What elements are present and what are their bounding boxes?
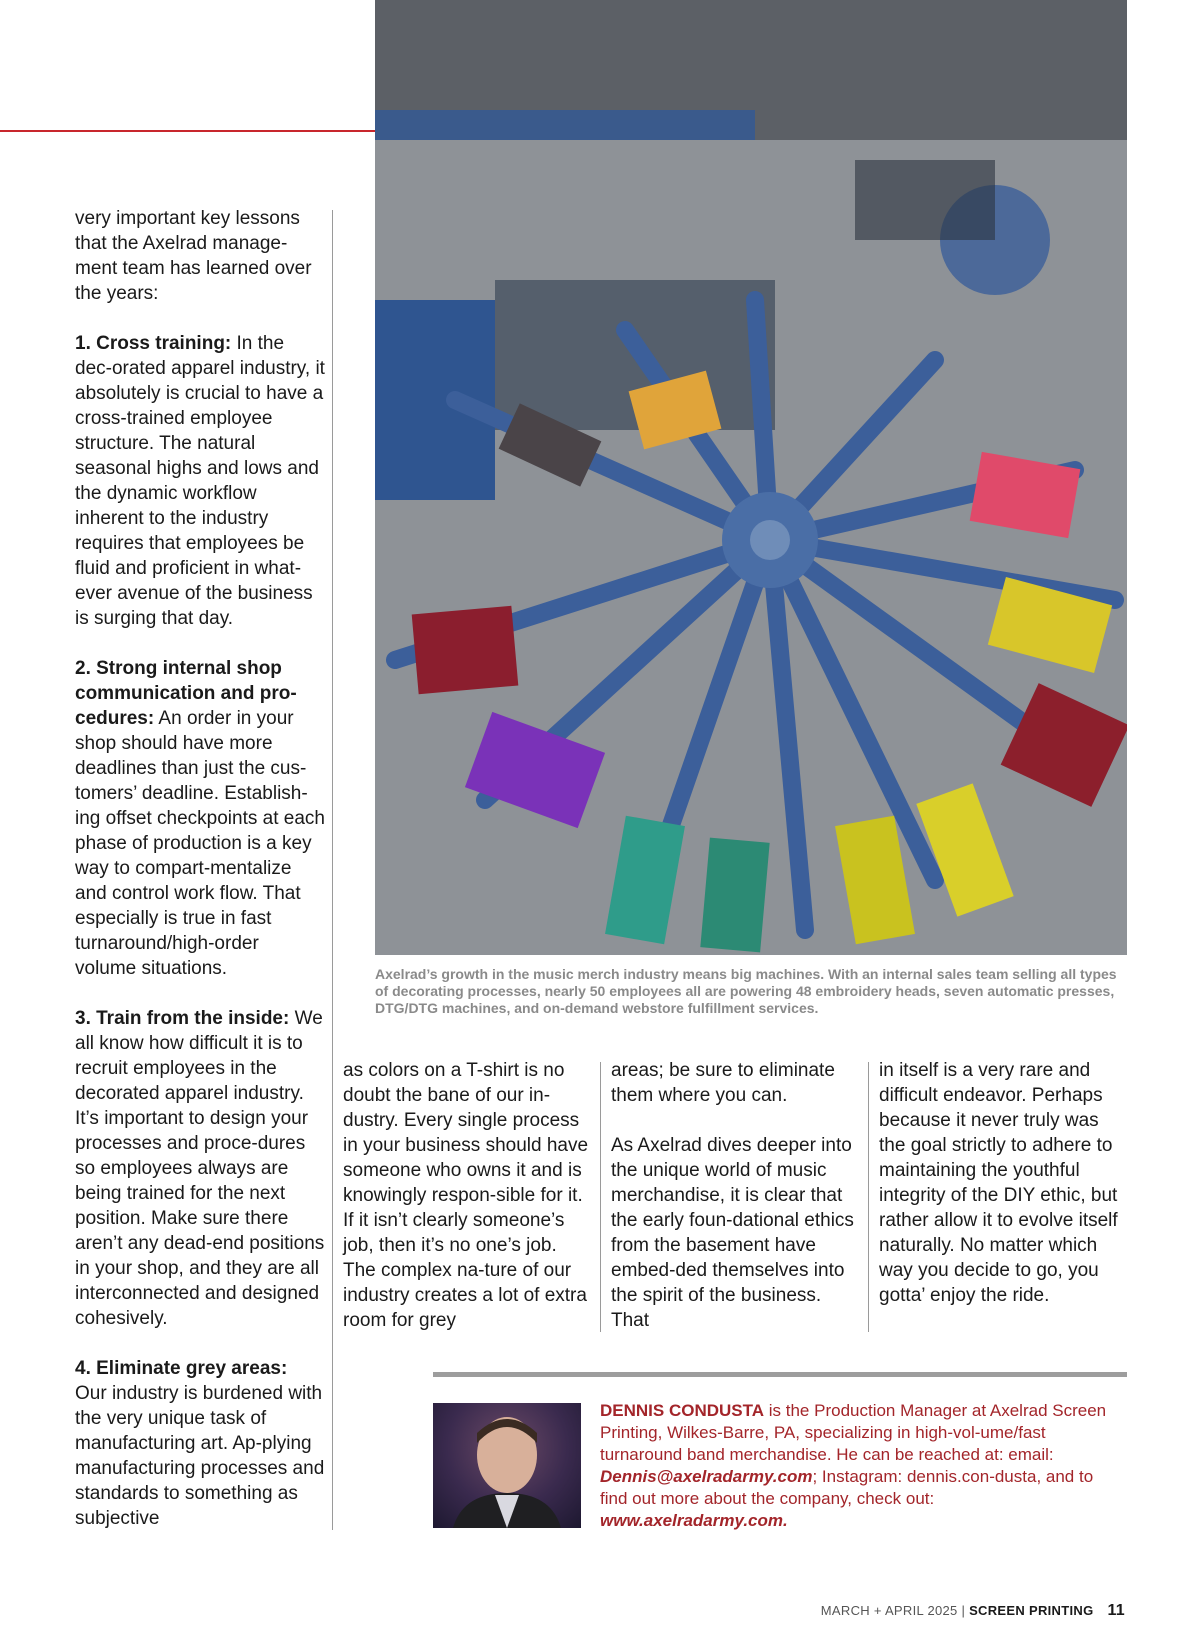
carousel-press-photo — [375, 0, 1127, 955]
author-name: DENNIS CONDUSTA — [600, 1401, 765, 1420]
lesson-2-title: 2. Strong internal shop communication and pro-cedures: — [75, 658, 297, 729]
header-red-rule — [0, 130, 375, 132]
lesson-4 — [75, 1356, 325, 1531]
column-1 — [75, 206, 325, 1556]
bio-text-1: is the Production Manager at Axelrad Screen Printing, Wilkes-Barre, PA, specializing in high-vol-ume/fast turnaround band merchandise. He can be reached at: email: — [600, 1401, 1107, 1464]
magazine-name: SCREEN PRINTING — [969, 1603, 1094, 1618]
column-4 — [879, 1058, 1129, 1333]
press-illustration — [375, 0, 1127, 955]
lesson-3-body: We all know how difficult it is to recruit employees in the decorated apparel industry. It’s important to design your processes and proce-dures so employees always are being trained for the next position. Make sure there aren’t any dead-end positions in your shop, and they are all interconnected and designed cohesively. — [75, 1008, 325, 1329]
column-rule-2 — [600, 1062, 601, 1332]
lesson-2 — [75, 656, 325, 981]
issue-date: MARCH + APRIL 2025 | — [820, 1603, 970, 1618]
lesson-1-body: In the dec-orated apparel industry, it absolutely is crucial to have a cross-trained employee structure. The natural seasonal highs and lows and the dynamic workflow inherent to the industry requires that employees be fluid and proficient in what-ever avenue of the business is surging that day. — [75, 333, 325, 629]
author-email-link[interactable]: Dennis@axelradarmy.com — [600, 1467, 813, 1486]
column-rule-3 — [868, 1062, 869, 1332]
photo-caption: Axelrad’s growth in the music merch industry means big machines. With an internal sales team selling all types of decorating processes, nearly 50 employees all are powering 48 embroidery heads, seven automatic presses, DTG/DTG machines, and on-demand webstore fulfillment services. — [375, 966, 1117, 1016]
column-3-para-2: As Axelrad dives deeper into the unique world of music merchandise, it is clear that the early foun-dational ethics from the basement have embed-ded themselves into the spirit of the business. That — [611, 1135, 854, 1331]
author-headshot — [433, 1403, 581, 1528]
column-2-text: as colors on a T-shirt is no doubt the bane of our in-dustry. Every single process in your business should have someone who owns it and is knowingly respon-sible for it. If it isn’t clearly someone’s job, then it’s no one’s job. The complex na-ture of our industry creates a lot of extra room for grey — [343, 1060, 589, 1331]
bio-text-2: ; Instagram: dennis.con-dusta, and to find out more about the company, check out: — [600, 1467, 1094, 1508]
column-4-text: in itself is a very rare and difficult endeavor. Perhaps because it never truly was the goal strictly to adhere to maintaining the youthful integrity of the DIY ethic, but rather allow it to evolve itself naturally. No matter which way you decide to go, you gotta’ enjoy the ride. — [879, 1060, 1118, 1306]
column-2 — [343, 1058, 593, 1358]
lesson-1 — [75, 331, 325, 631]
intro-paragraph: very important key lessons that the Axelrad manage-ment team has learned over the years: — [75, 208, 312, 304]
lesson-4-title: 4. Eliminate grey areas: — [75, 1358, 288, 1379]
lesson-3 — [75, 1006, 325, 1331]
column-3 — [611, 1058, 861, 1358]
page-footer — [821, 1602, 1125, 1620]
headshot-illustration — [433, 1403, 581, 1528]
lesson-1-title: 1. Cross training: — [75, 333, 232, 354]
bio-rule — [433, 1372, 1127, 1377]
lesson-3-title: 3. Train from the inside: — [75, 1008, 290, 1029]
author-bio — [600, 1400, 1122, 1532]
page-number: 11 — [1107, 1602, 1125, 1619]
column-3-para-1: areas; be sure to eliminate them where you can. — [611, 1060, 835, 1106]
company-website-link[interactable]: www.axelradarmy.com. — [600, 1511, 788, 1530]
lesson-4-body: Our industry is burdened with the very unique task of manufacturing art. Ap-plying manufacturing processes and standards to something as subjective — [75, 1383, 325, 1529]
lesson-2-body: An order in your shop should have more deadlines than just the cus-tomers’ deadline. Establish-ing offset checkpoints at each phase of production is a key way to compart-mentalize and control work flow. That especially is true in fast turnaround/high-order volume situations. — [75, 708, 325, 979]
column-rule-1 — [332, 210, 333, 1530]
